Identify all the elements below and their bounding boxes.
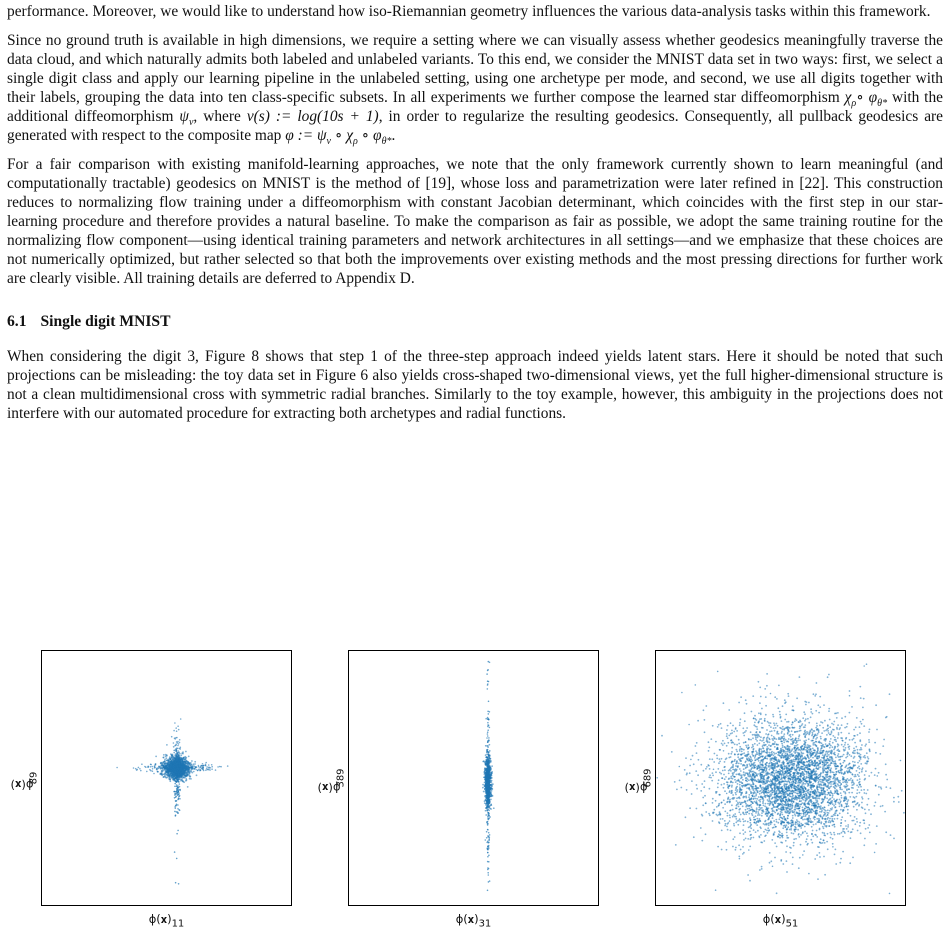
plot-border xyxy=(349,651,599,906)
y-axis-label-3-text: ϕ(𝐱) xyxy=(624,781,648,796)
math-chi: χ xyxy=(844,89,852,106)
math-composite-b-sub: ρ xyxy=(352,136,358,148)
x-axis-label-2 xyxy=(348,912,599,930)
math-phi-sub: θ* xyxy=(877,98,888,110)
section-heading xyxy=(7,312,943,331)
scatter-points-1 xyxy=(116,718,228,884)
x-axis-label-2-sub: 31 xyxy=(478,918,492,930)
paragraph-intro-end: performance. Moreover, we would like to understand how iso-Riemannian geometry influences the various data-analysis tasks within this framework. xyxy=(7,3,931,20)
y-axis-label-3-sub: 689 xyxy=(642,768,654,788)
y-axis-label-1-text: ϕ(𝐱) xyxy=(10,777,34,792)
math-composite-c-sub: θ* xyxy=(381,136,392,148)
scatter-panel-2 xyxy=(317,632,601,932)
scatter-plot-frame-3 xyxy=(655,650,906,906)
scatter-plot-frame-2 xyxy=(348,650,599,906)
math-chi-sub: ρ xyxy=(851,98,857,110)
x-axis-label-3-sub: 51 xyxy=(785,918,799,930)
math-phi: ∘ φ xyxy=(856,89,878,106)
math-chi-rho xyxy=(844,89,888,110)
paragraph-single-digit: When considering the digit 3, Figure 8 shows that step 1 of the three-step approach indeed yields latent stars. Here it should be noted that such projections can be misleading: the toy data set in Figure 6 also yields cross-shaped two-dimensional views, yet the full higher-dimensional structure is not a clean multidimensional cross with symmetric radial branches. Similarly to the toy example, however, this ambiguity in the projections does not interfere with our automated procedure for extracting both archetypes and radial functions. xyxy=(7,348,943,422)
math-composite-a: φ := ψ xyxy=(285,127,327,144)
paper-page xyxy=(7,0,943,423)
scatter-plot-frame-1 xyxy=(41,650,292,906)
x-axis-label-1-text: ϕ(𝐱) xyxy=(148,912,172,926)
x-axis-label-1-sub: 11 xyxy=(171,918,185,930)
math-composite-map xyxy=(285,127,392,148)
scatter-plot-3 xyxy=(655,650,906,906)
paragraph-setting xyxy=(7,31,943,148)
figure-8-scatter-panels xyxy=(0,632,950,932)
scatter-points-2 xyxy=(482,661,495,891)
paragraph-setting-text-3: , where xyxy=(193,108,247,125)
x-axis-label-1 xyxy=(41,912,292,930)
paragraph-setting-text-5: . xyxy=(391,127,396,144)
section-title: Single digit MNIST xyxy=(40,313,171,330)
math-v-def: v(s) := log(10s + 1) xyxy=(246,108,379,125)
paragraph-setting-text-4: , in order to regularize the resulting geodesics. Consequently, all pullback geodesics are generated with respect to the composite map xyxy=(7,108,943,144)
scatter-points-3 xyxy=(656,663,904,894)
paragraph-comparison: For a fair comparison with existing manifold-learning approaches, we note that the only framework currently shown to learn meaningful (and computationally tractable) geodesics on MNIST is the method of [19], whose loss and parametrization were later refined in [22]. This construction reduces to normalizing flow training under a diffeomorphism with constant Jacobian determinant, which coincides with the first step in our star-learning procedure and therefore provides a natural baseline. To make the comparison as fair as possible, we adopt the same training routine for the normalizing flow component—using identical training parameters and network architectures in all settings—and we emphasize that these choices are not numerically optimized, but rather selected so that both the improvements over existing methods and the most pressing directions for further work are clearly visible. All training details are deferred to Appendix D. xyxy=(7,156,943,287)
y-axis-label-2-sub: 389 xyxy=(335,768,347,788)
math-composite-b: ∘ χ xyxy=(330,127,353,144)
scatter-plot-2 xyxy=(348,650,599,906)
scatter-panel-3 xyxy=(624,632,908,932)
math-composite-c: ∘ φ xyxy=(357,127,382,144)
math-psi-sub: v xyxy=(188,117,194,129)
scatter-panel-1 xyxy=(10,632,294,932)
x-axis-label-2-text: ϕ(𝐱) xyxy=(455,912,479,926)
paragraph-setting-text-2: with the additional diffeomorphism xyxy=(7,89,943,125)
scatter-plot-1 xyxy=(41,650,292,906)
x-axis-label-3 xyxy=(655,912,906,930)
paragraph-setting-text-1: Since no ground truth is available in high dimensions, we require a setting where we can visually assess whether geodesics meaningfully traverse the data cloud, and which naturally admits both labeled and unlabeled variants. To this end, we consider the MNIST data set in two ways: first, we select a single digit class and apply our learning pipeline in the unlabeled setting, using one archetype per mode, and second, we use all digits together with their labels, grouping the data into ten class-specific subsets. In all experiments we further compose the learned star diffeomorphism xyxy=(7,32,943,106)
math-psi-v xyxy=(179,108,194,129)
math-psi: ψ xyxy=(179,108,189,125)
plot-border xyxy=(656,651,906,906)
math-composite-a-sub: v xyxy=(326,136,331,148)
section-number: 6.1 xyxy=(7,313,27,330)
y-axis-label-2-text: ϕ(𝐱) xyxy=(317,781,341,796)
x-axis-label-3-text: ϕ(𝐱) xyxy=(762,912,786,926)
y-axis-label-1-sub: 89 xyxy=(28,771,40,785)
